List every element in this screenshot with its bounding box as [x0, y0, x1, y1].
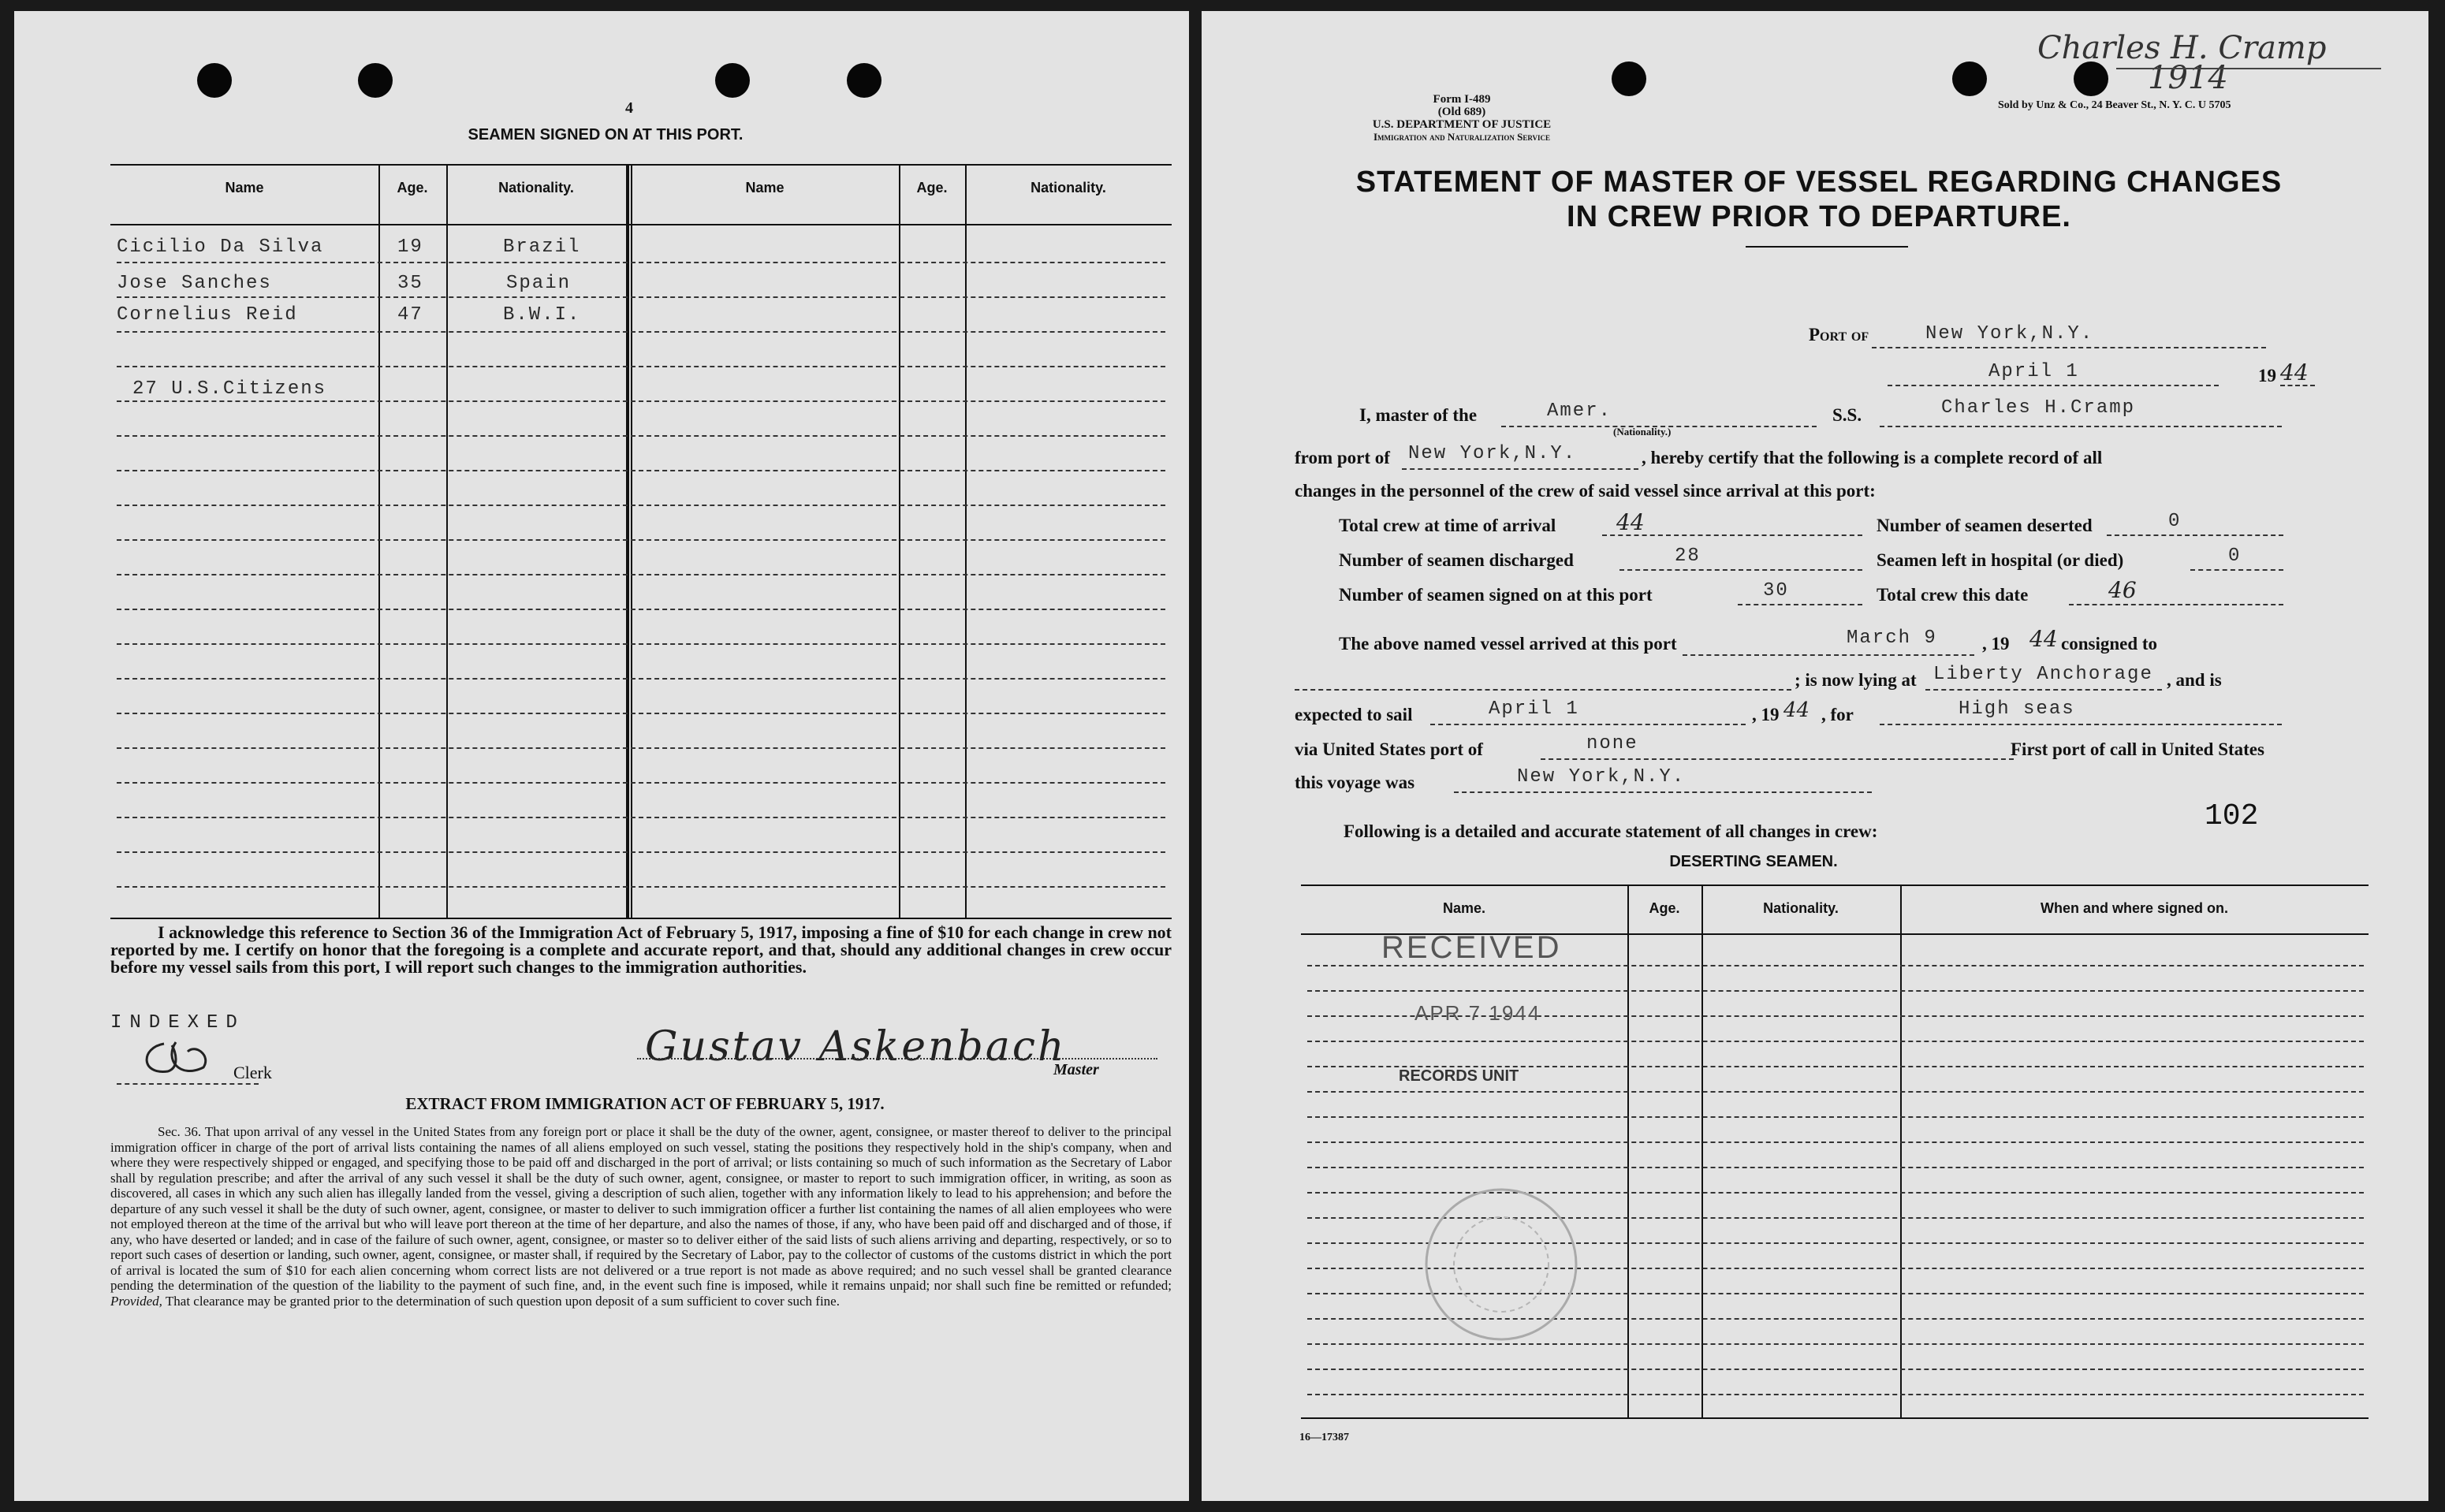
row-rule	[1307, 1116, 2364, 1118]
extract-title: EXTRACT FROM IMMIGRATION ACT OF FEBRUARY 5, 1917.	[405, 1094, 885, 1113]
seaman-name: Cornelius Reid	[117, 304, 298, 326]
row-rule	[117, 331, 1165, 333]
lying-label: ; is now lying at	[1795, 670, 1917, 690]
discharged-label: Number of seamen discharged	[1339, 550, 1574, 570]
total-date-label: Total crew this date	[1877, 585, 2029, 605]
section-body: That upon arrival of any vessel in the United States from any foreign port or place it shall be the duty of the owner, agent, consignee, or master thereof to deliver to the principal immigration officer in charge of the port of arrival lists containing the names of all aliens employed on such vessel, stating the positions they respectively hold in the ship's company, when and where they were respectively shipped or engaged, and specifying those to be paid off and discharged in the port of arrival; or lists containing so much of such information as the Secretary of Labor shall by regulation prescribe; and after the arrival of any such vessel it shall be the duty of such owner, agent, consignee, or master to report to such immigration officer, in writing, as soon as discovered, all cases in which any such alien has illegally landed from the vessel, giving a description of such alien, together with any information likely to lead to his apprehension; and before the departure of any such vessel it shall be the duty of such owner, agent, consignee, or master to deliver to such immigration officer a further list containing the names of all alien employees who were not employed thereon at the time of the arrival but who will leave port thereon at the time of her departure, and also the names of those, if any, who have been paid off and discharged and of those, if any, who have deserted or landed; and in case of the failure of such owner, agent, consignee, or master so to deliver either of the said lists of such aliens arriving and departing, respectively, or so to report such cases of desertion or landing, such owner, agent, consignee, or master shall, if required by the Secretary of Labor, pay to the collector of customs of the customs district in which the port of arrival is located the sum of $10 for each alien concerning whom correct lists are not delivered or a true report is not made as above required; and no such vessel shall be granted clearance pending the determination of the question of the liability to the payment of such fine, and, in the event such fine is imposed, while it remains unpaid; nor shall such fine be remitted or refunded;	[110, 1124, 1172, 1293]
row-rule	[1307, 990, 2364, 992]
punch-hole	[1612, 61, 1646, 96]
indexed-stamp: INDEXED	[110, 1012, 245, 1033]
vessel-name: Charles H.Cramp	[1941, 397, 2136, 419]
form-old-number: (Old 689)	[1437, 106, 1486, 118]
footer-code: 16—17387	[1299, 1432, 1349, 1443]
and-is-label: , and is	[2167, 670, 2222, 690]
punch-hole	[715, 63, 750, 98]
col-header-name: Name	[225, 180, 264, 196]
row-rule	[117, 470, 1165, 471]
sail-value: April 1	[1489, 698, 1579, 720]
col-header-age: Age.	[916, 180, 948, 196]
row-rule	[117, 817, 1165, 818]
col-header-nationality: Nationality.	[1763, 900, 1839, 916]
seaman-name: Cicilio Da Silva	[117, 236, 324, 258]
handwritten-number: 1914	[2148, 60, 2228, 96]
from-port-label: from port of	[1295, 448, 1390, 467]
table-row	[117, 263, 1142, 295]
punch-hole	[358, 63, 393, 98]
ss-label: S.S.	[1832, 405, 1862, 425]
row-rule	[117, 574, 1165, 575]
voyage-label: this voyage was	[1295, 773, 1415, 792]
row-rule	[117, 539, 1165, 541]
sail-year-prefix: , 19	[1752, 705, 1780, 724]
table-row	[117, 229, 1142, 260]
clerk-initials	[132, 1028, 243, 1083]
for-value: High seas	[1959, 698, 2075, 720]
row-rule	[117, 435, 1165, 437]
seaman-age: 47	[397, 304, 423, 326]
arrived-year-prefix: , 19	[1982, 634, 2010, 654]
row-rule	[117, 678, 1165, 680]
received-stamp: RECEIVED	[1381, 930, 1562, 965]
row-rule	[117, 747, 1165, 749]
port-value: New York,N.Y.	[1925, 323, 2094, 344]
nationality-value: Amer.	[1547, 400, 1612, 422]
left-page	[14, 11, 1189, 1501]
row-rule	[117, 505, 1165, 506]
seaman-age: 19	[397, 236, 423, 258]
date-value: April 1	[1988, 361, 2079, 382]
form-number: Form I-489	[1433, 93, 1491, 106]
provided-label: Provided,	[110, 1293, 162, 1309]
row-rule	[1307, 1141, 2364, 1143]
signed-on-label: Number of seamen signed on at this port	[1339, 585, 1653, 605]
total-crew-label: Total crew at time of arrival	[1339, 516, 1556, 535]
row-rule	[117, 366, 1165, 367]
seller-note: Sold by Unz & Co., 24 Beaver St., N. Y. C. U 5705	[1998, 99, 2231, 111]
punch-hole	[847, 63, 881, 98]
handwritten-vessel-name: Charles H. Cramp	[2037, 30, 2327, 66]
page-title: SEAMEN SIGNED ON AT THIS PORT.	[468, 126, 744, 143]
provided-body: That clearance may be granted prior to the determination of such question upon deposit of a sum sufficient to cover such fine.	[165, 1293, 840, 1309]
col-header-name: Name	[745, 180, 785, 196]
row-rule	[117, 643, 1165, 645]
clerk-label: Clerk	[233, 1063, 272, 1082]
page-number: 4	[625, 99, 633, 117]
certify-text: , hereby certify that the following is a complete record of all	[1642, 448, 2103, 467]
year-prefix: 19	[2258, 366, 2276, 385]
port-label: Port of	[1809, 325, 1869, 344]
sail-label: expected to sail	[1295, 705, 1413, 724]
year-value: 44	[2280, 359, 2309, 385]
section-text	[110, 1124, 1172, 1309]
document-title: STATEMENT OF MASTER OF VESSEL REGARDING CHANGES	[1355, 166, 2283, 199]
hospital-label: Seamen left in hospital (or died)	[1877, 550, 2124, 570]
received-date: APR 7 1944	[1414, 1001, 1541, 1025]
row-rule	[1307, 1394, 2364, 1395]
col-header-name: Name.	[1442, 900, 1486, 916]
col-header-age: Age.	[1649, 900, 1680, 916]
deserted-label: Number of seamen deserted	[1877, 516, 2093, 535]
changes-text: changes in the personnel of the crew of said vessel since arrival at this port:	[1295, 481, 1876, 501]
section-label: Sec. 36.	[158, 1124, 202, 1139]
row-rule	[117, 609, 1165, 610]
service-label: Immigration and Naturalization Service	[1373, 131, 1551, 143]
master-signature: Gustav Askenbach	[645, 1023, 1067, 1071]
col-header-nationality: Nationality.	[1031, 180, 1106, 196]
via-label: via United States port of	[1295, 739, 1483, 759]
row-rule	[117, 713, 1165, 714]
seaman-nationality: Brazil	[503, 236, 581, 258]
seaman-nationality: Spain	[506, 273, 572, 294]
master-label: Master	[1053, 1061, 1099, 1078]
arrived-value: March 9	[1847, 628, 1937, 649]
punch-hole	[2074, 61, 2108, 96]
row-rule	[1307, 1041, 2364, 1042]
consigned-label: consigned to	[2061, 634, 2158, 654]
nationality-sublabel: (Nationality.)	[1613, 426, 1672, 438]
records-unit: RECORDS UNIT	[1399, 1067, 1519, 1085]
for-label: , for	[1821, 705, 1854, 724]
acknowledgement-text: I acknowledge this reference to Section 36 of the Immigration Act of February 5, 1917, imposing a fine of $10 for each change in crew not reported by me. I certify on honor that the foregoing is a complete and accurate report, and that, should any additional changes in crew occur before my vessel sails from this port, I will report such changes to the immigration authorities.	[110, 922, 1172, 977]
from-port-value: New York,N.Y.	[1408, 443, 1577, 464]
citizens-note: 27 U.S.Citizens	[132, 378, 327, 400]
hospital-value: 0	[2228, 546, 2242, 567]
voyage-value: New York,N.Y.	[1517, 766, 1686, 788]
total-date-value: 46	[2108, 577, 2137, 603]
punch-hole	[197, 63, 232, 98]
first-port-label: First port of call in United States	[2011, 739, 2264, 759]
arrived-label: The above named vessel arrived at this port	[1339, 634, 1677, 654]
table-row	[117, 296, 1142, 328]
via-value: none	[1586, 733, 1638, 754]
row-rule	[117, 400, 1165, 402]
total-crew-value: 44	[1616, 509, 1645, 535]
col-header-nationality: Nationality.	[498, 180, 574, 196]
row-rule	[117, 886, 1165, 888]
right-page	[1202, 11, 2428, 1501]
seaman-nationality: B.W.I.	[503, 304, 581, 326]
row-rule	[1307, 1369, 2364, 1370]
sail-year-value: 44	[1783, 698, 1810, 722]
punch-hole	[1952, 61, 1987, 96]
row-rule	[117, 782, 1165, 784]
row-rule	[117, 851, 1165, 853]
seaman-name: Jose Sanches	[117, 273, 272, 294]
col-header-age: Age.	[397, 180, 428, 196]
following-text: Following is a detailed and accurate statement of all changes in crew:	[1344, 821, 1878, 841]
row-rule	[1307, 1091, 2364, 1093]
deserting-title: DESERTING SEAMEN.	[1669, 853, 1838, 870]
discharged-value: 28	[1675, 546, 1701, 567]
master-of-label: I, master of the	[1359, 405, 1478, 425]
postmark-seal	[1407, 1170, 1596, 1359]
document-title-line2: IN CREW PRIOR TO DEPARTURE.	[1567, 200, 2071, 233]
signed-on-value: 30	[1763, 580, 1789, 601]
row-rule	[1307, 1167, 2364, 1168]
seaman-age: 35	[397, 273, 423, 294]
col-header-signed-on: When and where signed on.	[2040, 900, 2229, 916]
department-label: U.S. DEPARTMENT OF JUSTICE	[1372, 118, 1552, 131]
page-number-stamp: 102	[2205, 799, 2259, 833]
lying-value: Liberty Anchorage	[1933, 664, 2153, 685]
deserted-value: 0	[2168, 511, 2182, 532]
arrived-year-value: 44	[2029, 626, 2058, 652]
